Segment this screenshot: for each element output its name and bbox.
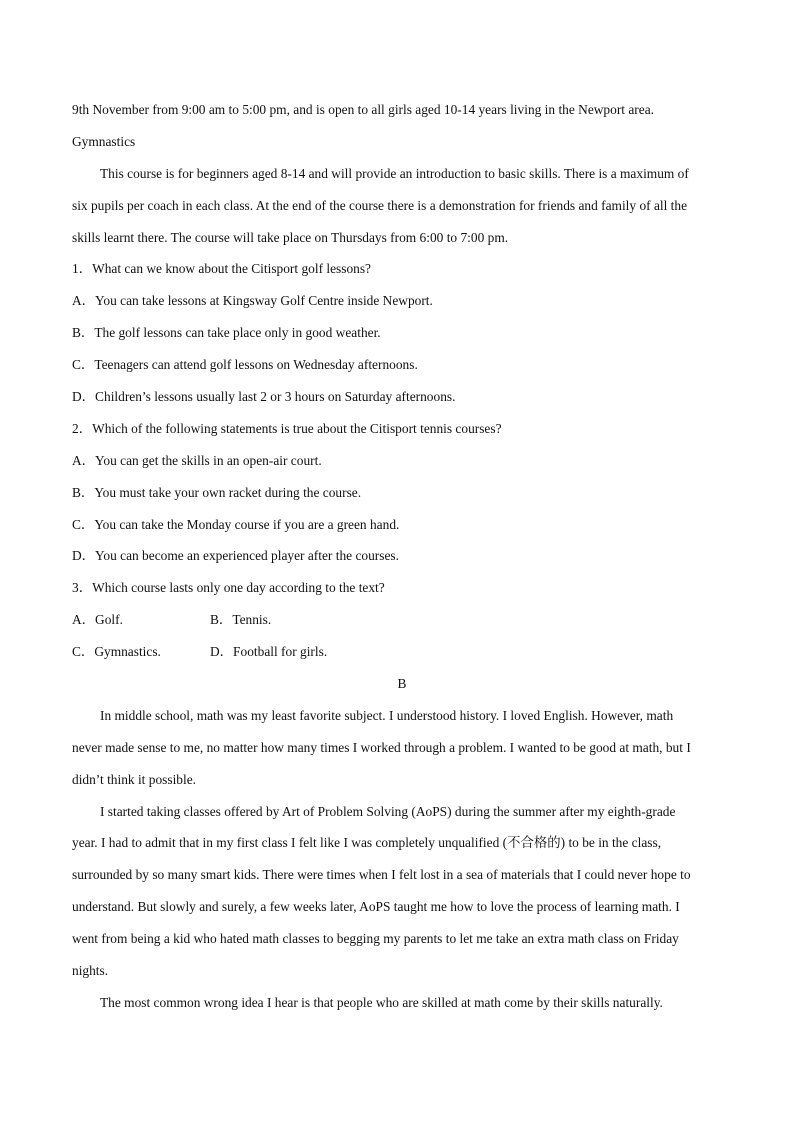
paragraph-line: year. I had to admit that in my first class I felt like I was completely unqualified (不合格的) to be in the class,: [72, 835, 662, 851]
question-option-row: [72, 610, 722, 642]
question-option: B．You must take your own racket during the course.: [72, 484, 362, 500]
paragraph-line: surrounded by so many smart kids. There were times when I felt lost in a sea of materials that I could never hope to: [72, 867, 691, 883]
question-option: C．Teenagers can attend golf lessons on Wednesday afternoons.: [72, 357, 418, 373]
question-option: B．Tennis.: [210, 612, 272, 628]
paragraph-line: nights.: [72, 963, 109, 979]
paragraph-line: six pupils per coach in each class. At the end of the course there is a demonstration for friends and family of all the: [72, 197, 688, 213]
question-option: D．Children’s lessons usually last 2 or 3 hours on Saturday afternoons.: [72, 389, 456, 405]
section-heading-gymnastics: Gymnastics: [72, 133, 136, 149]
question-option: A．You can take lessons at Kingsway Golf Centre inside Newport.: [72, 293, 433, 309]
paragraph-line: didn’t think it possible.: [72, 771, 196, 787]
question-stem: 2．Which of the following statements is true about the Citisport tennis courses?: [72, 420, 502, 436]
question-stem: 3．Which course lasts only one day according to the text?: [72, 580, 385, 596]
paragraph-line: The most common wrong idea I hear is that people who are skilled at math come by their skills naturally.: [100, 994, 663, 1010]
paragraph-line: understand. But slowly and surely, a few weeks later, AoPS taught me how to love the process of learning math. I: [72, 899, 680, 915]
question-option: C．Gymnastics.: [72, 644, 161, 660]
question-stem: 1．What can we know about the Citisport golf lessons?: [72, 261, 372, 277]
question-option: B．The golf lessons can take place only in good weather.: [72, 325, 381, 341]
question-option: A．You can get the skills in an open-air court.: [72, 452, 322, 468]
paragraph-line: never made sense to me, no matter how many times I worked through a problem. I wanted to be good at math, but I: [72, 739, 691, 755]
question-option: D．Football for girls.: [210, 644, 328, 660]
question-option-row: [72, 642, 722, 674]
paragraph-line: I started taking classes offered by Art of Problem Solving (AoPS) during the summer after my eighth-grade: [100, 803, 676, 819]
paragraph-line: went from being a kid who hated math classes to begging my parents to let me take an extra math class on Friday: [72, 931, 679, 947]
paragraph-line: skills learnt there. The course will take place on Thursdays from 6:00 to 7:00 pm.: [72, 229, 509, 245]
paragraph-line: This course is for beginners aged 8-14 and will provide an introduction to basic skills. There is a maximum of: [100, 165, 689, 181]
question-option: D．You can become an experienced player after the courses.: [72, 548, 399, 564]
paragraph-line: In middle school, math was my least favorite subject. I understood history. I loved English. However, math: [100, 707, 674, 723]
section-b-heading: B: [397, 676, 407, 692]
paragraph-line: 9th November from 9:00 am to 5:00 pm, and is open to all girls aged 10-14 years living in the Newport area.: [72, 102, 654, 117]
question-option: C．You can take the Monday course if you are a green hand.: [72, 516, 400, 532]
document-page: [72, 100, 722, 1025]
question-option: A．Golf.: [72, 612, 123, 628]
